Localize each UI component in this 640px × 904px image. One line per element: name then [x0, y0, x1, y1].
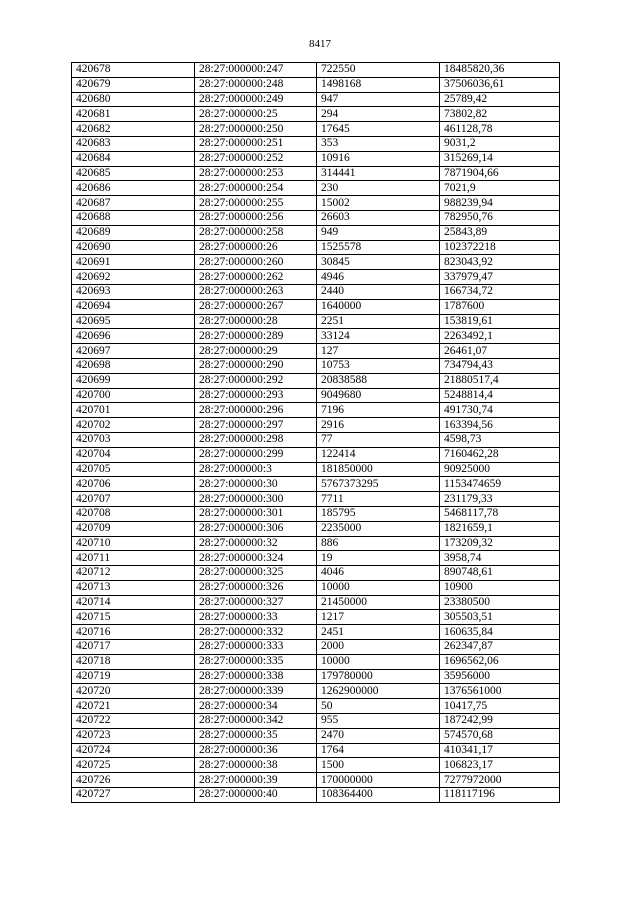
- value-cell: 410341,17: [440, 743, 560, 758]
- row-number-cell: 420691: [72, 255, 195, 270]
- table-row: [72, 166, 560, 181]
- cadastral-number-cell: 28:27:000000:38: [195, 758, 317, 773]
- value-cell: 21880517,4: [440, 373, 560, 388]
- cadastral-number-cell: 28:27:000000:253: [195, 166, 317, 181]
- table-row: [72, 270, 560, 285]
- table-row: [72, 773, 560, 788]
- cadastral-number-cell: 28:27:000000:254: [195, 181, 317, 196]
- row-number-cell: 420711: [72, 551, 195, 566]
- value-cell: 337979,47: [440, 270, 560, 285]
- cadastral-number-cell: 28:27:000000:26: [195, 240, 317, 255]
- area-cell: 50: [317, 699, 440, 714]
- cadastral-number-cell: 28:27:000000:255: [195, 196, 317, 211]
- row-number-cell: 420693: [72, 284, 195, 299]
- cadastral-number-cell: 28:27:000000:28: [195, 314, 317, 329]
- area-cell: 17645: [317, 122, 440, 137]
- area-cell: 127: [317, 344, 440, 359]
- area-cell: 170000000: [317, 773, 440, 788]
- value-cell: 782950,76: [440, 210, 560, 225]
- cadastral-number-cell: 28:27:000000:30: [195, 477, 317, 492]
- cadastral-number-cell: 28:27:000000:247: [195, 63, 317, 78]
- row-number-cell: 420725: [72, 758, 195, 773]
- value-cell: 1696562,06: [440, 654, 560, 669]
- area-cell: 26603: [317, 210, 440, 225]
- area-cell: 10000: [317, 580, 440, 595]
- row-number-cell: 420683: [72, 136, 195, 151]
- value-cell: 9031,2: [440, 136, 560, 151]
- row-number-cell: 420678: [72, 63, 195, 78]
- cadastral-number-cell: 28:27:000000:34: [195, 699, 317, 714]
- row-number-cell: 420716: [72, 625, 195, 640]
- cadastral-number-cell: 28:27:000000:267: [195, 299, 317, 314]
- row-number-cell: 420689: [72, 225, 195, 240]
- row-number-cell: 420717: [72, 640, 195, 655]
- cadastral-number-cell: 28:27:000000:250: [195, 122, 317, 137]
- value-cell: 7871904,66: [440, 166, 560, 181]
- row-number-cell: 420706: [72, 477, 195, 492]
- area-cell: 10916: [317, 151, 440, 166]
- cadastral-number-cell: 28:27:000000:251: [195, 136, 317, 151]
- area-cell: 947: [317, 92, 440, 107]
- cadastral-number-cell: 28:27:000000:29: [195, 344, 317, 359]
- area-cell: 185795: [317, 506, 440, 521]
- value-cell: 231179,33: [440, 492, 560, 507]
- value-cell: 7021,9: [440, 181, 560, 196]
- area-cell: 1640000: [317, 299, 440, 314]
- area-cell: 2235000: [317, 521, 440, 536]
- registry-table-body: [72, 63, 560, 803]
- cadastral-number-cell: 28:27:000000:338: [195, 669, 317, 684]
- table-row: [72, 536, 560, 551]
- cadastral-number-cell: 28:27:000000:263: [195, 284, 317, 299]
- area-cell: 179780000: [317, 669, 440, 684]
- area-cell: 33124: [317, 329, 440, 344]
- value-cell: 823043,92: [440, 255, 560, 270]
- table-row: [72, 684, 560, 699]
- cadastral-number-cell: 28:27:000000:33: [195, 610, 317, 625]
- table-row: [72, 196, 560, 211]
- table-row: [72, 403, 560, 418]
- value-cell: 491730,74: [440, 403, 560, 418]
- area-cell: 1217: [317, 610, 440, 625]
- area-cell: 230: [317, 181, 440, 196]
- table-row: [72, 240, 560, 255]
- area-cell: 353: [317, 136, 440, 151]
- cadastral-number-cell: 28:27:000000:300: [195, 492, 317, 507]
- area-cell: 314441: [317, 166, 440, 181]
- row-number-cell: 420712: [72, 566, 195, 581]
- area-cell: 294: [317, 107, 440, 122]
- cadastral-number-cell: 28:27:000000:297: [195, 418, 317, 433]
- table-row: [72, 225, 560, 240]
- table-row: [72, 314, 560, 329]
- area-cell: 20838588: [317, 373, 440, 388]
- row-number-cell: 420698: [72, 358, 195, 373]
- cadastral-number-cell: 28:27:000000:3: [195, 462, 317, 477]
- value-cell: 1787600: [440, 299, 560, 314]
- table-row: [72, 492, 560, 507]
- area-cell: 2470: [317, 728, 440, 743]
- cadastral-number-cell: 28:27:000000:40: [195, 788, 317, 803]
- table-row: [72, 654, 560, 669]
- table-row: [72, 344, 560, 359]
- area-cell: 722550: [317, 63, 440, 78]
- row-number-cell: 420705: [72, 462, 195, 477]
- page-number: 8417: [309, 38, 331, 50]
- value-cell: 1376561000: [440, 684, 560, 699]
- table-row: [72, 136, 560, 151]
- cadastral-number-cell: 28:27:000000:325: [195, 566, 317, 581]
- area-cell: 122414: [317, 447, 440, 462]
- table-row: [72, 107, 560, 122]
- cadastral-number-cell: 28:27:000000:248: [195, 77, 317, 92]
- cadastral-number-cell: 28:27:000000:306: [195, 521, 317, 536]
- value-cell: 7160462,28: [440, 447, 560, 462]
- table-row: [72, 566, 560, 581]
- area-cell: 2440: [317, 284, 440, 299]
- area-cell: 2000: [317, 640, 440, 655]
- cadastral-number-cell: 28:27:000000:299: [195, 447, 317, 462]
- cadastral-number-cell: 28:27:000000:301: [195, 506, 317, 521]
- cadastral-number-cell: 28:27:000000:256: [195, 210, 317, 225]
- table-row: [72, 610, 560, 625]
- cadastral-number-cell: 28:27:000000:25: [195, 107, 317, 122]
- table-row: [72, 699, 560, 714]
- value-cell: 315269,14: [440, 151, 560, 166]
- value-cell: 461128,78: [440, 122, 560, 137]
- area-cell: 30845: [317, 255, 440, 270]
- table-row: [72, 462, 560, 477]
- area-cell: 4046: [317, 566, 440, 581]
- value-cell: 4598,73: [440, 432, 560, 447]
- table-row: [72, 447, 560, 462]
- value-cell: 163394,56: [440, 418, 560, 433]
- value-cell: 37506036,61: [440, 77, 560, 92]
- cadastral-number-cell: 28:27:000000:36: [195, 743, 317, 758]
- cadastral-number-cell: 28:27:000000:260: [195, 255, 317, 270]
- value-cell: 102372218: [440, 240, 560, 255]
- table-row: [72, 92, 560, 107]
- row-number-cell: 420724: [72, 743, 195, 758]
- value-cell: 90925000: [440, 462, 560, 477]
- area-cell: 19: [317, 551, 440, 566]
- row-number-cell: 420697: [72, 344, 195, 359]
- row-number-cell: 420694: [72, 299, 195, 314]
- row-number-cell: 420707: [72, 492, 195, 507]
- area-cell: 15002: [317, 196, 440, 211]
- table-row: [72, 77, 560, 92]
- table-row: [72, 714, 560, 729]
- value-cell: 988239,94: [440, 196, 560, 211]
- cadastral-number-cell: 28:27:000000:35: [195, 728, 317, 743]
- row-number-cell: 420722: [72, 714, 195, 729]
- row-number-cell: 420699: [72, 373, 195, 388]
- row-number-cell: 420679: [72, 77, 195, 92]
- row-number-cell: 420720: [72, 684, 195, 699]
- table-row: [72, 181, 560, 196]
- table-row: [72, 521, 560, 536]
- row-number-cell: 420686: [72, 181, 195, 196]
- value-cell: 35956000: [440, 669, 560, 684]
- cadastral-number-cell: 28:27:000000:327: [195, 595, 317, 610]
- cadastral-number-cell: 28:27:000000:332: [195, 625, 317, 640]
- area-cell: 21450000: [317, 595, 440, 610]
- area-cell: 10000: [317, 654, 440, 669]
- cadastral-number-cell: 28:27:000000:324: [195, 551, 317, 566]
- table-row: [72, 329, 560, 344]
- cadastral-number-cell: 28:27:000000:39: [195, 773, 317, 788]
- row-number-cell: 420680: [72, 92, 195, 107]
- area-cell: 77: [317, 432, 440, 447]
- cadastral-number-cell: 28:27:000000:335: [195, 654, 317, 669]
- value-cell: 73802,82: [440, 107, 560, 122]
- row-number-cell: 420709: [72, 521, 195, 536]
- table-row: [72, 743, 560, 758]
- value-cell: 5248814,4: [440, 388, 560, 403]
- value-cell: 187242,99: [440, 714, 560, 729]
- area-cell: 9049680: [317, 388, 440, 403]
- area-cell: 7711: [317, 492, 440, 507]
- cadastral-number-cell: 28:27:000000:342: [195, 714, 317, 729]
- area-cell: 1500: [317, 758, 440, 773]
- row-number-cell: 420701: [72, 403, 195, 418]
- value-cell: 106823,17: [440, 758, 560, 773]
- table-row: [72, 284, 560, 299]
- table-row: [72, 640, 560, 655]
- value-cell: 305503,51: [440, 610, 560, 625]
- cadastral-number-cell: 28:27:000000:252: [195, 151, 317, 166]
- cadastral-number-cell: 28:27:000000:326: [195, 580, 317, 595]
- table-row: [72, 432, 560, 447]
- value-cell: 160635,84: [440, 625, 560, 640]
- table-row: [72, 551, 560, 566]
- row-number-cell: 420708: [72, 506, 195, 521]
- row-number-cell: 420687: [72, 196, 195, 211]
- area-cell: 949: [317, 225, 440, 240]
- value-cell: 5468117,78: [440, 506, 560, 521]
- table-row: [72, 669, 560, 684]
- value-cell: 3958,74: [440, 551, 560, 566]
- row-number-cell: 420715: [72, 610, 195, 625]
- table-row: [72, 255, 560, 270]
- table-row: [72, 728, 560, 743]
- row-number-cell: 420681: [72, 107, 195, 122]
- value-cell: 890748,61: [440, 566, 560, 581]
- cadastral-number-cell: 28:27:000000:290: [195, 358, 317, 373]
- value-cell: 118117196: [440, 788, 560, 803]
- table-row: [72, 151, 560, 166]
- row-number-cell: 420688: [72, 210, 195, 225]
- area-cell: 1525578: [317, 240, 440, 255]
- cadastral-number-cell: 28:27:000000:298: [195, 432, 317, 447]
- row-number-cell: 420702: [72, 418, 195, 433]
- table-row: [72, 63, 560, 78]
- table-row: [72, 477, 560, 492]
- value-cell: 2263492,1: [440, 329, 560, 344]
- value-cell: 25789,42: [440, 92, 560, 107]
- value-cell: 173209,32: [440, 536, 560, 551]
- table-row: [72, 418, 560, 433]
- row-number-cell: 420726: [72, 773, 195, 788]
- row-number-cell: 420684: [72, 151, 195, 166]
- value-cell: 18485820,36: [440, 63, 560, 78]
- value-cell: 1821659,1: [440, 521, 560, 536]
- area-cell: 2916: [317, 418, 440, 433]
- table-row: [72, 388, 560, 403]
- row-number-cell: 420685: [72, 166, 195, 181]
- cadastral-number-cell: 28:27:000000:293: [195, 388, 317, 403]
- value-cell: 166734,72: [440, 284, 560, 299]
- row-number-cell: 420727: [72, 788, 195, 803]
- area-cell: 5767373295: [317, 477, 440, 492]
- area-cell: 1262900000: [317, 684, 440, 699]
- row-number-cell: 420714: [72, 595, 195, 610]
- cadastral-number-cell: 28:27:000000:333: [195, 640, 317, 655]
- area-cell: 10753: [317, 358, 440, 373]
- area-cell: 1764: [317, 743, 440, 758]
- value-cell: 10417,75: [440, 699, 560, 714]
- row-number-cell: 420723: [72, 728, 195, 743]
- area-cell: 108364400: [317, 788, 440, 803]
- area-cell: 955: [317, 714, 440, 729]
- table-row: [72, 358, 560, 373]
- row-number-cell: 420710: [72, 536, 195, 551]
- row-number-cell: 420713: [72, 580, 195, 595]
- area-cell: 7196: [317, 403, 440, 418]
- table-row: [72, 625, 560, 640]
- row-number-cell: 420695: [72, 314, 195, 329]
- row-number-cell: 420703: [72, 432, 195, 447]
- table-row: [72, 595, 560, 610]
- value-cell: 23380500: [440, 595, 560, 610]
- row-number-cell: 420700: [72, 388, 195, 403]
- cadastral-number-cell: 28:27:000000:32: [195, 536, 317, 551]
- area-cell: 2251: [317, 314, 440, 329]
- registry-table: [71, 62, 560, 803]
- value-cell: 262347,87: [440, 640, 560, 655]
- value-cell: 1153474659: [440, 477, 560, 492]
- row-number-cell: 420682: [72, 122, 195, 137]
- cadastral-number-cell: 28:27:000000:258: [195, 225, 317, 240]
- value-cell: 153819,61: [440, 314, 560, 329]
- cadastral-number-cell: 28:27:000000:292: [195, 373, 317, 388]
- row-number-cell: 420692: [72, 270, 195, 285]
- row-number-cell: 420721: [72, 699, 195, 714]
- row-number-cell: 420704: [72, 447, 195, 462]
- table-row: [72, 580, 560, 595]
- value-cell: 25843,89: [440, 225, 560, 240]
- cadastral-number-cell: 28:27:000000:289: [195, 329, 317, 344]
- area-cell: 2451: [317, 625, 440, 640]
- cadastral-number-cell: 28:27:000000:339: [195, 684, 317, 699]
- row-number-cell: 420718: [72, 654, 195, 669]
- cadastral-number-cell: 28:27:000000:296: [195, 403, 317, 418]
- value-cell: 7277972000: [440, 773, 560, 788]
- table-row: [72, 210, 560, 225]
- value-cell: 574570,68: [440, 728, 560, 743]
- table-row: [72, 299, 560, 314]
- table-row: [72, 788, 560, 803]
- value-cell: 734794,43: [440, 358, 560, 373]
- row-number-cell: 420690: [72, 240, 195, 255]
- row-number-cell: 420696: [72, 329, 195, 344]
- row-number-cell: 420719: [72, 669, 195, 684]
- table-row: [72, 373, 560, 388]
- cadastral-number-cell: 28:27:000000:249: [195, 92, 317, 107]
- area-cell: 4946: [317, 270, 440, 285]
- cadastral-number-cell: 28:27:000000:262: [195, 270, 317, 285]
- value-cell: 10900: [440, 580, 560, 595]
- area-cell: 181850000: [317, 462, 440, 477]
- value-cell: 26461,07: [440, 344, 560, 359]
- table-row: [72, 122, 560, 137]
- table-row: [72, 506, 560, 521]
- area-cell: 1498168: [317, 77, 440, 92]
- table-row: [72, 758, 560, 773]
- area-cell: 886: [317, 536, 440, 551]
